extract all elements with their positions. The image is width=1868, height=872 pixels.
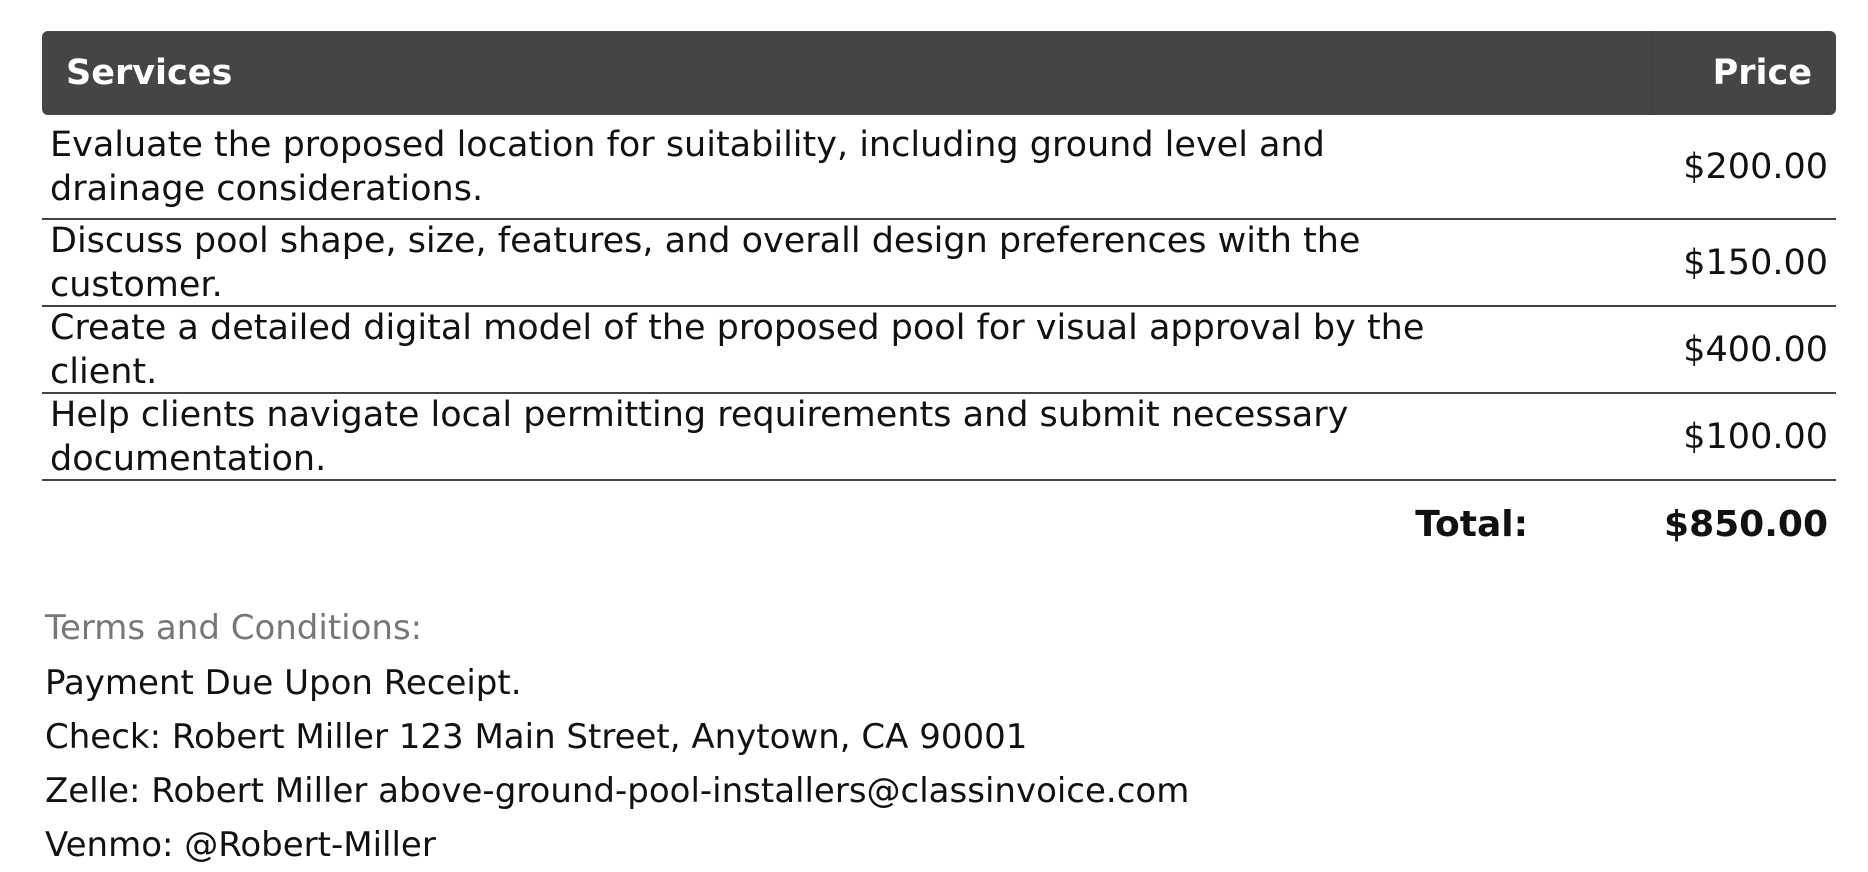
service-description: Evaluate the proposed location for suitability, including ground level and drainage considerations. <box>50 124 1325 209</box>
total-row <box>42 481 1836 567</box>
payment-terms: Payment Due Upon Receipt. <box>45 663 522 703</box>
service-price: $100.00 <box>1683 416 1828 457</box>
service-price: $400.00 <box>1683 329 1828 370</box>
venmo-payment-info: Venmo: @Robert-Miller <box>45 825 436 865</box>
service-price: $150.00 <box>1683 242 1828 283</box>
table-row <box>42 115 1836 220</box>
total-value: $850.00 <box>1664 503 1828 545</box>
terms-heading: Terms and Conditions: <box>45 608 423 648</box>
price-column-header: Price <box>1651 31 1836 115</box>
terms-and-conditions <box>45 600 1189 872</box>
service-description: Create a detailed digital model of the proposed pool for visual approval by the client. <box>50 307 1425 392</box>
total-label: Total: <box>1415 503 1528 545</box>
table-row <box>42 307 1836 394</box>
services-table <box>42 31 1836 567</box>
zelle-payment-info: Zelle: Robert Miller above-ground-pool-installers@classinvoice.com <box>45 771 1190 811</box>
table-row <box>42 220 1836 307</box>
services-column-header: Services <box>66 53 233 93</box>
service-price: $200.00 <box>1683 146 1828 187</box>
check-payment-info: Check: Robert Miller 123 Main Street, Anytown, CA 90001 <box>45 717 1028 757</box>
service-description: Help clients navigate local permitting requirements and submit necessary documentation. <box>50 394 1349 479</box>
table-row <box>42 394 1836 481</box>
table-header <box>42 31 1836 115</box>
service-description: Discuss pool shape, size, features, and overall design preferences with the customer. <box>50 220 1361 305</box>
